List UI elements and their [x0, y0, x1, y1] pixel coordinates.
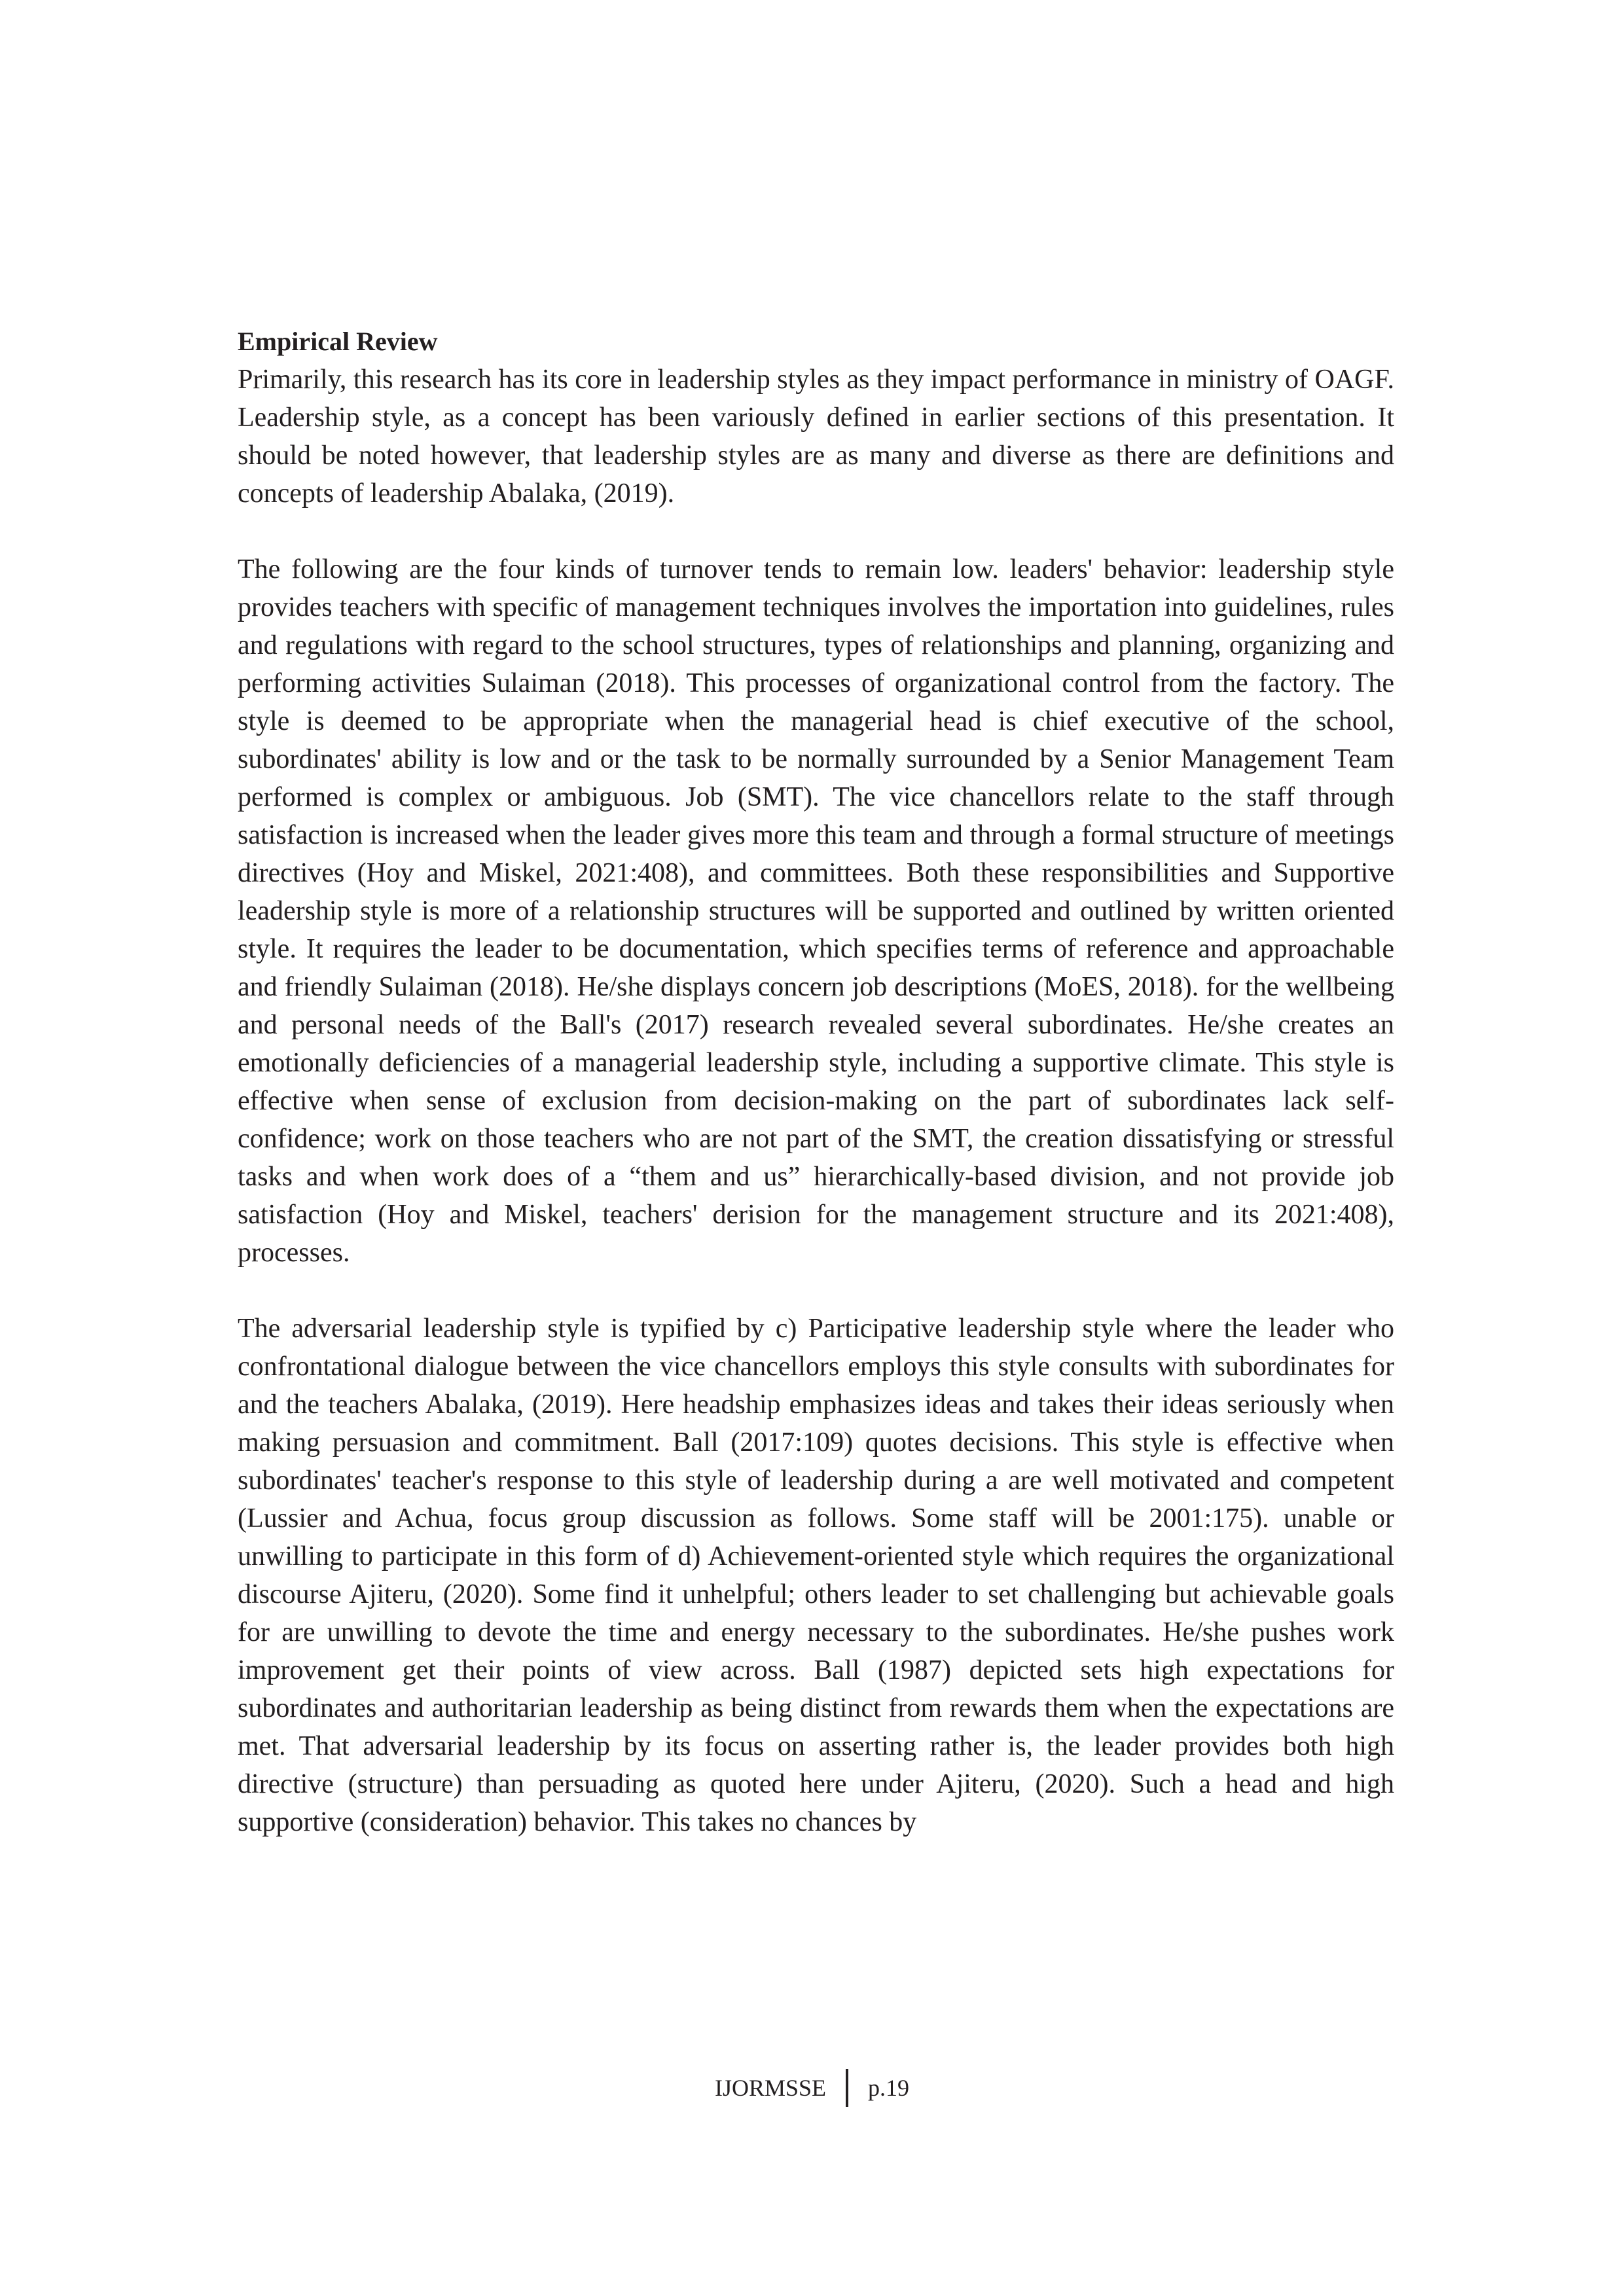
paragraph-2: The following are the four kinds of turnover tends to remain low. leaders' behavior: leadership style provides teachers with specific of management techniques involves the importation into guidelines, rules and regulations with regard to the school structures, types of relationships and planning, organizing and performing activities Sulaiman (2018). This processes of organizational control from the factory. The style is deemed to be appropriate when the managerial head is chief executive of the school, subordinates' ability is low and or the task to be normally surrounded by a Senior Management Team performed is complex or ambiguous. Job (SMT). The vice chancellors relate to the staff through satisfaction is increased when the leader gives more this team and through a formal structure of meetings directives (Hoy and Miskel, 2021:408), and committees. Both these responsibilities and Supportive leadership style is more of a relationship structures will be supported and outlined by written oriented style. It requires the leader to be documentation, which specifies terms of reference and approachable and friendly Sulaiman (2018). He/she displays concern job descriptions (MoES, 2018). for the wellbeing and personal needs of the Ball's (2017) research revealed several subordinates. He/she creates an emotionally deficiencies of a managerial leadership style, including a supportive climate. This style is effective when sense of exclusion from decision-making on the part of subordinates lack self-confidence; work on those teachers who are not part of the SMT, the creation dissatisfying or stressful tasks and when work does of a “them and us” hierarchically-based division, and not provide job satisfaction (Hoy and Miskel, teachers' derision for the management structure and its 2021:408), processes. [238, 554, 1394, 1268]
page-body [238, 323, 1394, 1841]
footer-journal-name: IJORMSSE [714, 2075, 827, 2101]
page-footer [0, 2068, 1624, 2108]
paragraph-3: The adversarial leadership style is typified by c) Participative leadership style where the leader who confrontational dialogue between the vice chancellors employs this style consults with subordinates for and the teachers Abalaka, (2019). Here headship emphasizes ideas and takes their ideas seriously when making persuasion and commitment. Ball (2017:109) quotes decisions. This style is effective when subordinates' teacher's response to this style of leadership during a are well motivated and competent (Lussier and Achua, focus group discussion as follows. Some staff will be 2001:175). unable or unwilling to participate in this form of d) Achievement-oriented style which requires the organizational discourse Ajiteru, (2020). Some find it unhelpful; others leader to set challenging but achievable goals for are unwilling to devote the time and energy necessary to the subordinates. He/she pushes work improvement get their points of view across. Ball (1987) depicted sets high expectations for subordinates and authoritarian leadership as being distinct from rewards them when the expectations are met. That adversarial leadership by its focus on asserting rather is, the leader provides both high directive (structure) than persuading as quoted here under Ajiteru, (2020). Such a head and high supportive (consideration) behavior. This takes no chances by [238, 1314, 1394, 1837]
paragraph-1: Primarily, this research has its core in leadership styles as they impact performance in ministry of OAGF. Leadership style, as a concept has been variously defined in earlier sections of this presentation. It should be noted however, that leadership styles are as many and diverse as there are definitions and concepts of leadership Abalaka, (2019). [238, 365, 1394, 509]
section-heading: Empirical Review [238, 327, 438, 356]
footer-divider [846, 2069, 848, 2107]
footer-page-number: p.19 [868, 2075, 910, 2101]
